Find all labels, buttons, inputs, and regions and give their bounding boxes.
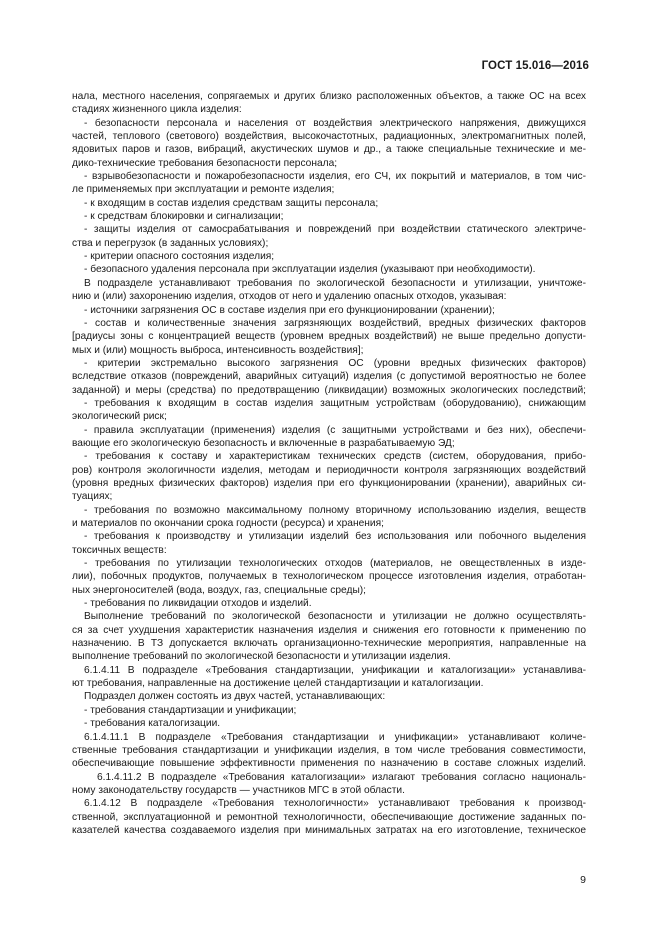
text-line: 6.1.4.11 В подразделе «Требования стандартизации, унификации и каталогизации» устанавлива-: [84, 664, 586, 676]
text-line: назначению. В ТЗ допускается включать организационно-технические мероприятия, направленные на: [72, 638, 586, 650]
text-line: вследствие отказов (повреждений, аварийных ситуаций) изделия (с допустимой вероятностью не более: [72, 371, 586, 383]
text-line: ных энергоносителей (вода, воздух, газ, специальные среды);: [72, 584, 366, 596]
document-body-text: [72, 90, 586, 837]
text-line: - состав и количественные значения загрязняющих воздействий, вредных физических факторов: [84, 317, 586, 329]
text-line: - требования по возможно максимальному полному вторичному использованию изделия, веществ: [84, 504, 586, 516]
text-line: нию и (или) захоронению изделия, отходов от него и удалению опасных отходов, указывая:: [72, 291, 507, 303]
text-line: 6.1.4.12 В подразделе «Требования технологичности» устанавливают требования к производ-: [84, 798, 586, 810]
text-line: стадиях жизненного цикла изделия:: [72, 104, 242, 116]
document-code-header: ГОСТ 15.016—2016: [481, 60, 589, 72]
text-line: ся за счет ухудшения характеристик назначения изделия и снижения его готовности к применению по: [72, 624, 586, 636]
text-line: 6.1.4.11.1 В подразделе «Требования стандартизации и унификации» устанавливают количе-: [84, 731, 586, 743]
text-line: ров) контроля экологичности изделия, методам и периодичности контроля загрязняющих воздействий: [72, 464, 586, 476]
text-line: - к входящим в состав изделия средствам защиты персонала;: [84, 197, 379, 209]
text-line: - требования каталогизации.: [84, 718, 221, 730]
text-line: дико-технические требования безопасности персонала;: [72, 157, 338, 169]
text-line: - правила эксплуатации (применения) изделия (с защитными устройствами и без них), обеспечи-: [84, 424, 586, 436]
text-line: - требования стандартизации и унификации;: [84, 704, 297, 716]
text-line: В подразделе устанавливают требования по экологической безопасности и утилизации, уничтоже-: [84, 277, 586, 289]
text-line: - защиты изделия от самосрабатывания и повреждений при воздействии статического электриче-: [84, 224, 586, 236]
text-line: - безопасного удаления персонала при эксплуатации изделия (указывают при необходимости).: [84, 264, 536, 276]
text-line: ядовитых паров и газов, вибраций, акустических шумов и др., а также специальные технические и ме-: [72, 144, 586, 156]
text-line: казателей качества создаваемого изделия при минимальных затратах на его изготовление, техническое: [72, 824, 586, 836]
text-line: выполнение требований по экологической безопасности и утилизации изделия.: [72, 651, 451, 663]
text-line: ют требования, направленные на достижение целей стандартизации и каталогизации.: [72, 678, 484, 690]
text-line: (уровня вредных физических факторов) изделия при его функционировании (хранении), аварийных си-: [72, 477, 586, 489]
text-line: вающие его экологическую безопасность и включенные в разрабатываемую ЭД;: [72, 437, 455, 449]
page-number: 9: [580, 874, 586, 886]
text-line: - источники загрязнения ОС в составе изделия при его функционировании (хранении);: [84, 304, 495, 316]
text-line: - требования по утилизации технологических отходов (материалов, не овеществленных в изде-: [84, 558, 586, 570]
text-line: ственные требования стандартизации и унификации изделия, в том числе требования совместимости,: [72, 744, 586, 756]
text-line: лии), побочных продуктов, получаемых в технологическом процессе изготовления изделия, отработан-: [72, 571, 586, 583]
text-line: - требования по ликвидации отходов и изделий.: [84, 598, 312, 610]
text-line: токсичных веществ:: [72, 544, 167, 556]
text-line: ному законодательству государств — участников МГС в этой области.: [72, 784, 405, 796]
text-line: - требования к составу и характеристикам технических средств (систем, оборудования, прибо-: [84, 451, 586, 463]
text-line: ства и перегрузок (в заданных условиях);: [72, 237, 269, 249]
text-line: - критерии экстремально высокого загрязнения ОС (уровни вредных физических факторов): [84, 357, 586, 369]
text-line: - критерии опасного состояния изделия;: [84, 251, 275, 263]
text-line: частей, теплового (светового) воздействия, высокочастотных, радиационных, электромагнитных полей,: [72, 131, 586, 143]
text-line: [радиусы зоны с концентрацией веществ (уровнем вредных воздействий) не выше предельно допусти-: [72, 331, 586, 343]
text-line: 6.1.4.11.2 В подразделе «Требования каталогизации» излагают требования согласно националь-: [97, 771, 586, 783]
text-line: заданной) и меры (средства) по предотвращению (ликвидации) возможных экологических последствий;: [72, 384, 586, 396]
text-line: туациях;: [72, 491, 113, 503]
text-line: - требования к входящим в состав изделия защитным устройствам (оборудованию), снижающим: [84, 397, 586, 409]
text-line: - требования к производству и утилизации изделий без использования или побочного выделения: [84, 531, 586, 543]
text-line: нала, местного населения, сопрягаемых и других близко расположенных объектов, а также ОС на всех: [72, 91, 586, 102]
text-line: Подраздел должен состоять из двух частей, устанавливающих:: [84, 691, 386, 703]
text-line: - к средствам блокировки и сигнализации;: [84, 211, 284, 223]
text-line: обеспечивающие повышение эффективности применения по назначению в составе сложных изделий.: [72, 758, 586, 770]
text-line: ле применяемых при эксплуатации и ремонте изделия;: [72, 184, 335, 196]
text-line: ственной, эксплуатационной и ремонтной технологичности, обеспечивающие достижение заданных по-: [72, 811, 586, 823]
text-line: и материалов по окончании срока годности (ресурса) и хранения;: [72, 518, 384, 529]
text-line: - безопасности персонала и населения от воздействия электрического напряжения, движущихся: [84, 117, 586, 129]
text-line: - взрывобезопасности и пожаробезопасности изделия, его СЧ, их покрытий и материалов, в том чис-: [84, 171, 586, 183]
text-line: мых и (или) мощность выброса, интенсивность воздействия];: [72, 344, 364, 356]
text-line: Выполнение требований по экологической безопасности и утилизации не должно осуществлять-: [84, 611, 586, 623]
text-line: экологический риск;: [72, 411, 167, 423]
